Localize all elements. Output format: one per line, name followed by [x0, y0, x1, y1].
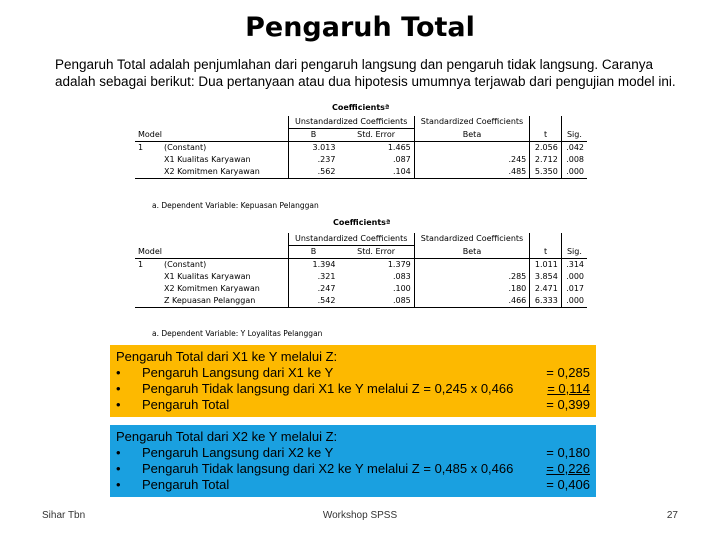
table-row: X1 Kualitas Karyawan .321 .083 .285 3.854 .000 [135, 271, 587, 283]
header-t: t [530, 246, 562, 259]
header-sig: Sig. [561, 246, 587, 259]
total-effect-x2-box [110, 425, 596, 497]
table2-footnote: a. Dependent Variable: Y Loyalitas Pelanggan [152, 329, 323, 338]
total-effect-x1-box [110, 345, 596, 417]
table-row: X1 Kualitas Karyawan .237 .087 .245 2.712 .008 [135, 154, 587, 166]
header-b: B [288, 129, 338, 142]
header-standardized: Standardized Coefficients [414, 233, 530, 246]
list-item: • Pengaruh Tidak langsung dari X2 ke Y melalui Z = 0,485 x 0,466 = 0,226 [116, 461, 590, 476]
box-heading: Pengaruh Total dari X2 ke Y melalui Z: [116, 429, 338, 444]
table-row: 1 (Constant) 1.394 1.379 1.011 .314 [135, 259, 587, 272]
slide-title: Pengaruh Total [245, 12, 475, 43]
header-beta: Beta [414, 129, 530, 142]
header-t: t [530, 129, 562, 142]
table-row: Z Kepuasan Pelanggan .542 .085 .466 6.333 .000 [135, 295, 587, 308]
coefficients-table-2 [135, 233, 587, 308]
page-number: 27 [666, 510, 678, 521]
list-item: • Pengaruh Tidak langsung dari X1 ke Y melalui Z = 0,245 x 0,466 = 0,114 [116, 381, 590, 396]
table1-footnote: a. Dependent Variable: Kepuasan Pelanggan [152, 201, 319, 210]
coefficients-table-1 [135, 116, 587, 179]
header-unstandardized: Unstandardized Coefficients [288, 233, 414, 246]
list-item: • Pengaruh Total = 0,399 [116, 397, 590, 412]
intro-paragraph: Pengaruh Total adalah penjumlahan dari pengaruh langsung dan pengaruh tidak langsung. Caranya adalah sebagai berikut: Dua pertanyaan atau dua hipotesis umumnya terjawab dari pengujian model ini. [55, 57, 676, 89]
box-heading: Pengaruh Total dari X1 ke Y melalui Z: [116, 349, 338, 364]
header-standardized: Standardized Coefficients [414, 116, 530, 129]
table-row: X2 Komitmen Karyawan .247 .100 .180 2.471 .017 [135, 283, 587, 295]
list-item: • Pengaruh Total = 0,406 [116, 477, 590, 492]
header-b: B [288, 246, 338, 259]
table2-title: Coefficientsª [333, 218, 391, 227]
footer-author: Sihar Tbn [42, 510, 86, 521]
table-row: X2 Komitmen Karyawan .562 .104 .485 5.350 .000 [135, 166, 587, 179]
table1-title: Coefficientsª [332, 103, 390, 112]
list-item: • Pengaruh Langsung dari X1 ke Y = 0,285 [116, 365, 590, 380]
header-beta: Beta [414, 246, 530, 259]
table-row: 1 (Constant) 3.013 1.465 2.056 .042 [135, 142, 587, 155]
header-sig: Sig. [561, 129, 587, 142]
header-std-error: Std. Error [338, 246, 414, 259]
header-unstandardized: Unstandardized Coefficients [288, 116, 414, 129]
header-std-error: Std. Error [338, 129, 414, 142]
header-model: Model [135, 246, 288, 259]
header-model: Model [135, 129, 288, 142]
list-item: • Pengaruh Langsung dari X2 ke Y = 0,180 [116, 445, 590, 460]
footer-title: Workshop SPSS [322, 510, 398, 521]
